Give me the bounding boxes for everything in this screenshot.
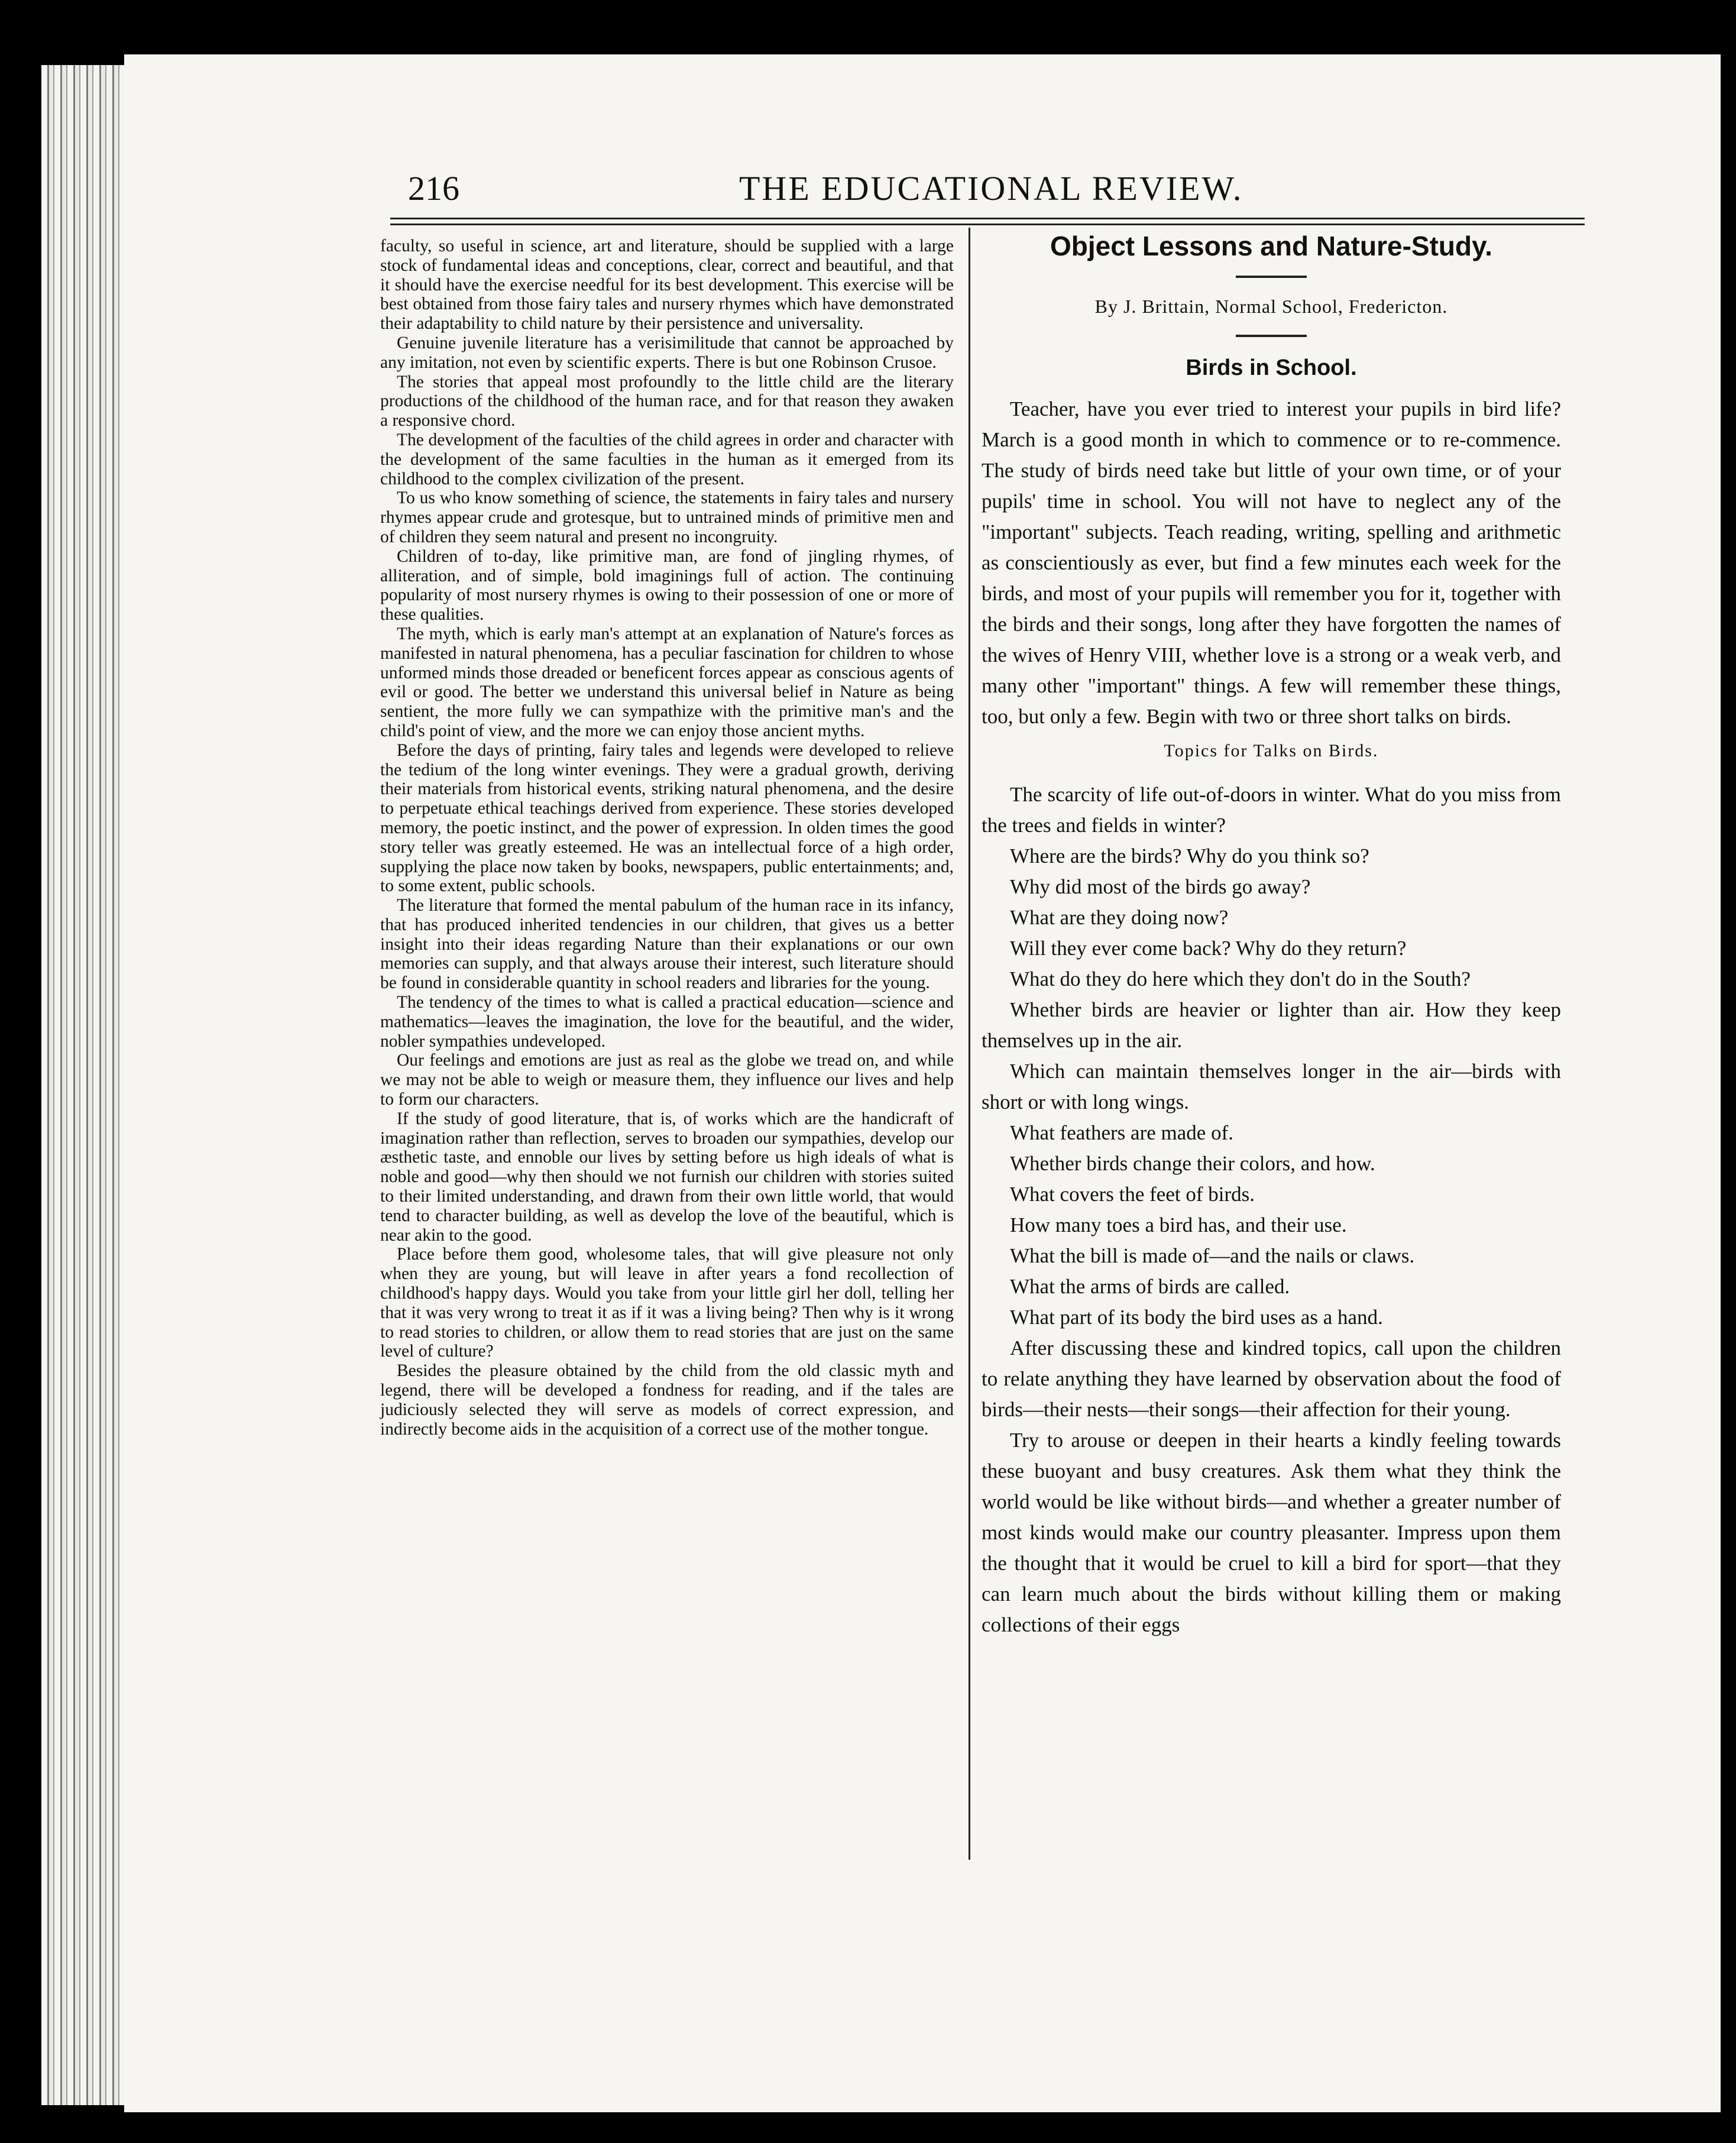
paragraph: The literature that formed the mental pabulum of the human race in its infancy, that has produced inherited tendencies in our children, that gives us a better insight into their ideas regarding Nature than their explanations or our own memories can supply, and that always arouse their interest, such literature should be found in considerable quantity in school readers and libraries for the young.: [380, 896, 954, 993]
paragraph: Genuine juvenile literature has a verisimilitude that cannot be approached by any imitation, not even by scientific experts. There is but one Robinson Crusoe.: [380, 333, 954, 372]
closing-paragraph: After discussing these and kindred topics, call upon the children to relate anything they have learned by observation about the food of birds—their nests—their songs—their affection for their young.: [982, 1336, 1561, 1421]
topic-item: What the bill is made of—and the nails or claws.: [1010, 1244, 1415, 1267]
paragraph: Place before them good, wholesome tales, that will give pleasure not only when they are young, but will leave in after years a fond recollection of childhood's happy days. Would you take from your little girl her doll, telling her that it was very wrong to treat it as if it was a living being? Then why is it wrong to read stories to children, or allow them to read stories that are just on the same level of culture?: [380, 1245, 954, 1361]
scan-border: [1721, 71, 1736, 2141]
paragraph: To us who know something of science, the statements in fairy tales and nursery rhymes appear crude and grotesque, but to untrained minds of primitive men and of children they seem natural and present no incongruity.: [380, 488, 954, 546]
paragraph: Our feelings and emotions are just as real as the globe we tread on, and while we may not be able to weigh or measure them, they influence our lives and help to form our characters.: [380, 1051, 954, 1109]
page-header: [408, 169, 1549, 210]
paragraph: Besides the pleasure obtained by the child from the old classic myth and legend, there will be developed a fondness for reading, and if the tales are judiciously selected they will serve as models of correct expression, and indirectly become aids in the acquisition of a correct use of the mother tongue.: [380, 1361, 954, 1439]
page-number: 216: [408, 169, 459, 208]
topic-item: The scarcity of life out-of-doors in winter. What do you miss from the trees and fields in winter?: [982, 783, 1561, 837]
paragraph: Children of to-day, like primitive man, are fond of jingling rhymes, of alliteration, and of simple, bold imaginings full of action. The continuing popularity of most nursery rhymes is owing to their possession of one or more of these qualities.: [380, 546, 954, 624]
topic-item: How many toes a bird has, and their use.: [1010, 1213, 1347, 1236]
topic-item: Whether birds change their colors, and how.: [1010, 1152, 1375, 1175]
topic-item: Why did most of the birds go away?: [1010, 875, 1311, 898]
section-title: Object Lessons and Nature-Study.: [1050, 231, 1493, 261]
paragraph: faculty, so useful in science, art and literature, should be supplied with a large stock of fundamental ideas and conceptions, clear, correct and beautiful, and that it should have the exercise needful for its best development. This exercise will be best obtained from those fairy tales and nursery rhymes which have demonstrated their adaptability to child nature by their persistence and universality.: [380, 237, 954, 334]
book-page-edges: [41, 65, 130, 2105]
paragraph: The myth, which is early man's attempt at an explanation of Nature's forces as manifested in natural phenomena, has a peculiar fascination for children to whose unformed minds those dreaded or beneficent forces appear as conscious agents of evil or good. The better we understand this universal belief in Nature as being sentient, the more fully we can sympathize with the primitive man's and the child's point of view, and the more we can enjoy those ancient myths.: [380, 624, 954, 740]
paragraph: The tendency of the times to what is called a practical education—science and mathematics—leaves the imagination, the love for the beautiful, and the wider, nobler sympathies undeveloped.: [380, 993, 954, 1051]
right-column: [982, 231, 1561, 1640]
paragraph: Before the days of printing, fairy tales and legends were developed to relieve the tedium of the long winter evenings. They were a gradual growth, deriving their materials from historical events, striking natural phenomena, and the desire to perpetuate ethical teachings derived from experience. These stories developed memory, the poetic instinct, and the power of expression. In olden times the good story teller was greatly esteemed. He was an intellectual force of a high order, supplying the place now taken by books, newspapers, public entertainments; and, to some extent, public schools.: [380, 740, 954, 896]
title-rule: [1236, 276, 1307, 278]
topic-item: What covers the feet of birds.: [1010, 1183, 1255, 1206]
header-rule: [390, 218, 1585, 225]
topic-item: What are they doing now?: [1010, 906, 1229, 929]
paragraph: The stories that appeal most profoundly to the little child are the literary productions of the childhood of the human race, and for that reason they awaken a responsive chord.: [380, 372, 954, 430]
topic-item: Which can maintain themselves longer in the air—birds with short or with long wings.: [982, 1060, 1561, 1113]
closing-paragraph: Try to arouse or deepen in their hearts a kindly feeling towards these buoyant and busy creatures. Ask them what they think the world would be like without birds—and whether a greater number of most kinds would make our country pleasanter. Impress upon them the thought that it would be cruel to kill a bird for sport—that they can learn much about the birds without killing them or making collections of their eggs: [982, 1429, 1561, 1636]
topic-item: Whether birds are heavier or lighter than air. How they keep themselves up in the air.: [982, 998, 1561, 1052]
intro-paragraph: Teacher, have you ever tried to interest your pupils in bird life? March is a good month in which to commence or to re-commence. The study of birds need take but little of your own time, or of your pupils' time in school. You will not have to neglect any of the "important" subjects. Teach reading, writing, spelling and arithmetic as conscientiously as ever, but find a few minutes each week for the birds, and most of your pupils will remember you for it, together with the birds and their songs, long after they have forgotten the names of the wives of Henry VIII, whether love is a strong or a weak verb, and many other "important" things. A few will remember these things, too, but only a few. Begin with two or three short talks on birds.: [982, 397, 1561, 728]
topic-item: What do they do here which they don't do in the South?: [1010, 967, 1471, 990]
left-column: [380, 237, 954, 1439]
topic-item: What feathers are made of.: [1010, 1121, 1233, 1144]
topic-item: Where are the birds? Why do you think so?: [1010, 844, 1369, 867]
running-title: THE EDUCATIONAL REVIEW.: [739, 169, 1243, 208]
topic-item: What part of its body the bird uses as a hand.: [1010, 1306, 1383, 1329]
topic-item: What the arms of birds are called.: [1010, 1275, 1290, 1298]
topic-item: Will they ever come back? Why do they return?: [1010, 937, 1407, 960]
topics-heading: Topics for Talks on Birds.: [1164, 741, 1379, 760]
byline-rule: [1236, 335, 1307, 337]
paragraph: If the study of good literature, that is, of works which are the handicraft of imagination rather than reflection, serves to broaden our sympathies, develop our æsthetic taste, and ennoble our lives by setting before us high ideals of what is noble and good—why then should we not furnish our children with stories suited to their limited understanding, and drawn from their own little world, that would tend to character building, as well as develop the love of the beautiful, which is near akin to the good.: [380, 1109, 954, 1245]
article-title: Birds in School.: [1186, 355, 1357, 380]
byline: By J. Brittain, Normal School, Fredericton.: [1094, 296, 1448, 317]
paragraph: The development of the faculties of the child agrees in order and character with the development of the same faculties in the human as it emerged from its childhood to the complex civilization of the present.: [380, 430, 954, 488]
column-divider: [969, 228, 970, 1860]
topics-list: [982, 779, 1561, 1333]
